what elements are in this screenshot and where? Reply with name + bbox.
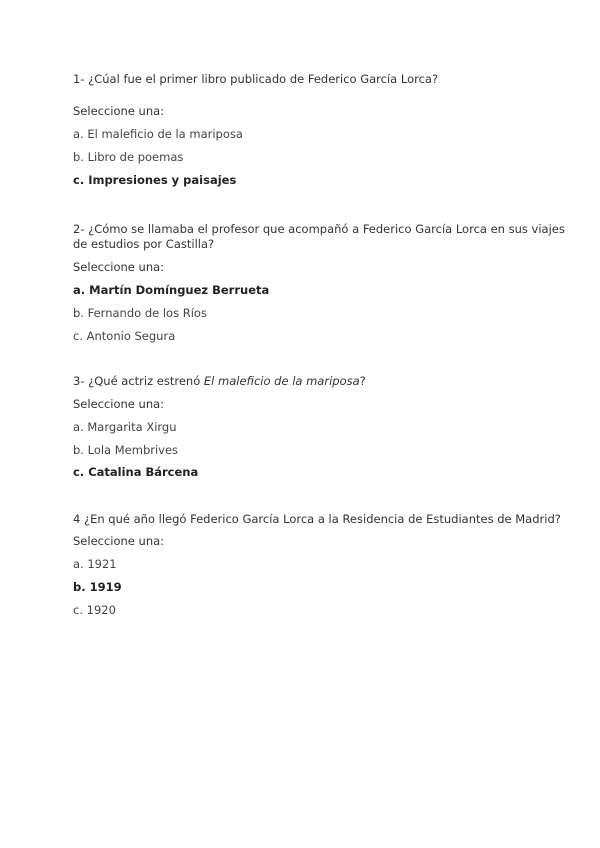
question-4-option-b: b. 1919 xyxy=(73,580,122,594)
question-4-option-c: c. 1920 xyxy=(73,603,116,617)
question-2-option-b: b. Fernando de los Ríos xyxy=(73,306,207,320)
question-3-text xyxy=(73,374,366,389)
question-3-option-c: c. Catalina Bárcena xyxy=(73,465,199,479)
question-1-prompt: Seleccione una: xyxy=(73,104,165,118)
question-1-option-b: b. Libro de poemas xyxy=(73,150,184,164)
question-1-text: 1- ¿Cúal fue el primer libro publicado de Federico García Lorca? xyxy=(73,72,439,86)
question-3-text-italic: El maleficio de la mariposa xyxy=(203,374,360,388)
question-1-option-c: c. Impresiones y paisajes xyxy=(73,173,237,187)
question-4-option-a: a. 1921 xyxy=(73,557,117,571)
question-1-option-a: a. El maleficio de la mariposa xyxy=(73,127,243,141)
question-4-text: 4 ¿En qué año llegó Federico García Lorca a la Residencia de Estudiantes de Madrid? xyxy=(73,512,561,526)
question-2-text-line-2: de estudios por Castilla? xyxy=(73,237,215,251)
question-4-prompt: Seleccione una: xyxy=(73,534,165,548)
question-2-option-c: c. Antonio Segura xyxy=(73,329,176,343)
question-2-prompt: Seleccione una: xyxy=(73,260,165,274)
question-3-text-suffix: ? xyxy=(359,374,366,388)
question-2-text-line-1: 2- ¿Cómo se llamaba el profesor que acompañó a Federico García Lorca en sus viajes xyxy=(73,222,565,236)
question-3-option-b: b. Lola Membrives xyxy=(73,443,179,457)
question-3-prompt: Seleccione una: xyxy=(73,397,165,411)
question-2-option-a: a. Martín Domínguez Berrueta xyxy=(73,283,270,297)
question-3-text-prefix: 3- ¿Qué actriz estrenó xyxy=(73,374,204,388)
question-3-option-a: a. Margarita Xirgu xyxy=(73,420,177,434)
